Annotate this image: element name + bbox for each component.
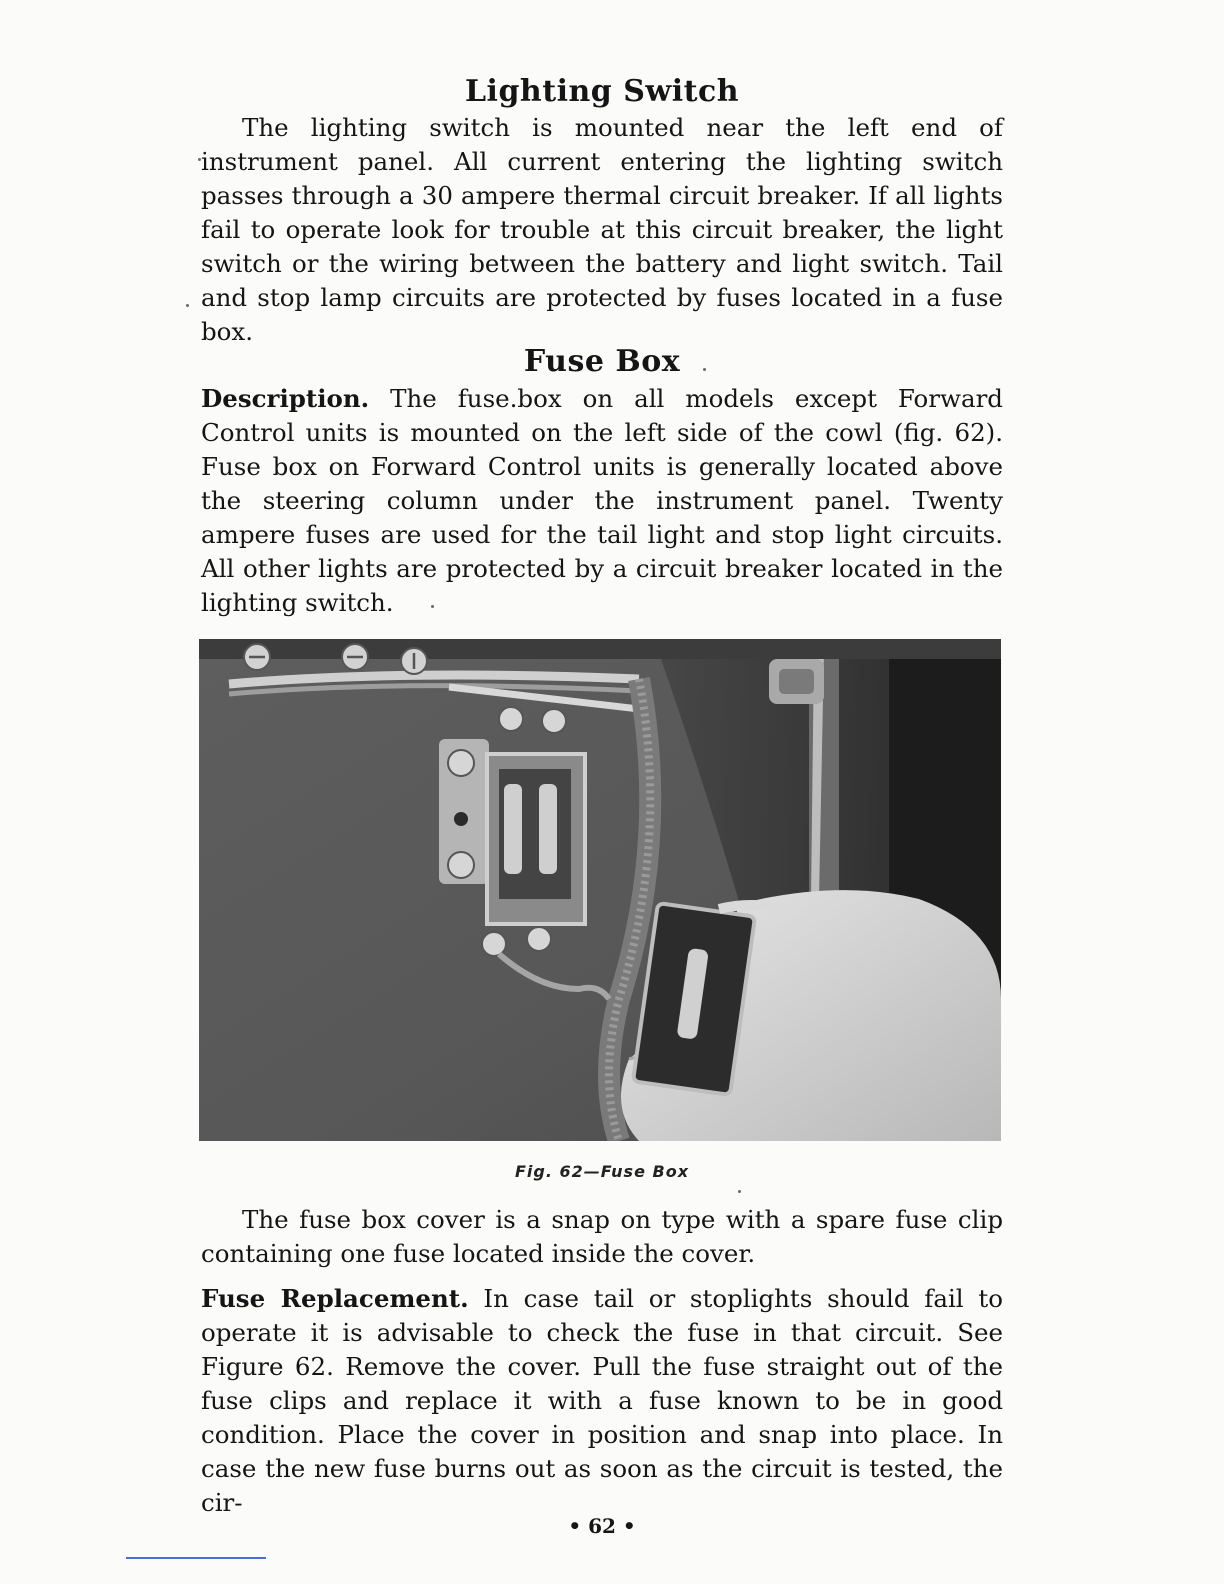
scan-speck: [198, 158, 201, 161]
section-title-fuse-box: Fuse Box: [523, 344, 681, 379]
scan-speck: [431, 605, 434, 608]
scan-speck: [738, 1190, 741, 1193]
description-text: The fuse.box on all models except Forward Control units is mounted on the left side of the cowl (fig. 62). Fuse box on Forward Control units is generally located above the steering column under the instrument panel. Twenty ampere fuses are used for the tail light and stop light circuits. All other lights are protected by a circuit breaker located in the lighting switch.: [201, 384, 1003, 617]
description-lead: Description.: [201, 384, 370, 413]
fuse-replacement-text: In case tail or stoplights should fail to operate it is advisable to check the fuse in that circuit. See Figure 62. Remove the cover. Pull the fuse straight out of the fuse clips and replace it with a fuse known to be in good condition. Place the cover in position and snap into place. In case the new fuse burns out as soon as the circuit is tested, the cir-: [201, 1284, 1003, 1517]
scan-speck: [703, 368, 706, 371]
fuse-box-photo: [199, 639, 1001, 1141]
lighting-switch-paragraph: The lighting switch is mounted near the left end of instrument panel. All current entering the lighting switch passes through a 30 ampere thermal circuit breaker. If all lights fail to operate look for trouble at this circuit breaker, the light switch or the wiring between the battery and light switch. Tail and stop lamp circuits are protected by fuses located in a fuse box.: [201, 113, 1003, 346]
figure-caption: Fig. 62—Fuse Box: [514, 1162, 690, 1181]
section-title-lighting-switch: Lighting Switch: [464, 74, 740, 109]
scan-speck: [186, 304, 189, 307]
fuse-replacement-paragraph: [201, 1282, 1003, 1520]
fuse-box-description-paragraph: [201, 382, 1003, 620]
fuse-replacement-lead: Fuse Replacement.: [201, 1284, 469, 1313]
footer-rule: [126, 1557, 266, 1559]
fuse-box-cover-paragraph: The fuse box cover is a snap on type with a spare fuse clip containing one fuse located inside the cover.: [201, 1205, 1003, 1268]
page-number: • 62 •: [568, 1514, 636, 1538]
